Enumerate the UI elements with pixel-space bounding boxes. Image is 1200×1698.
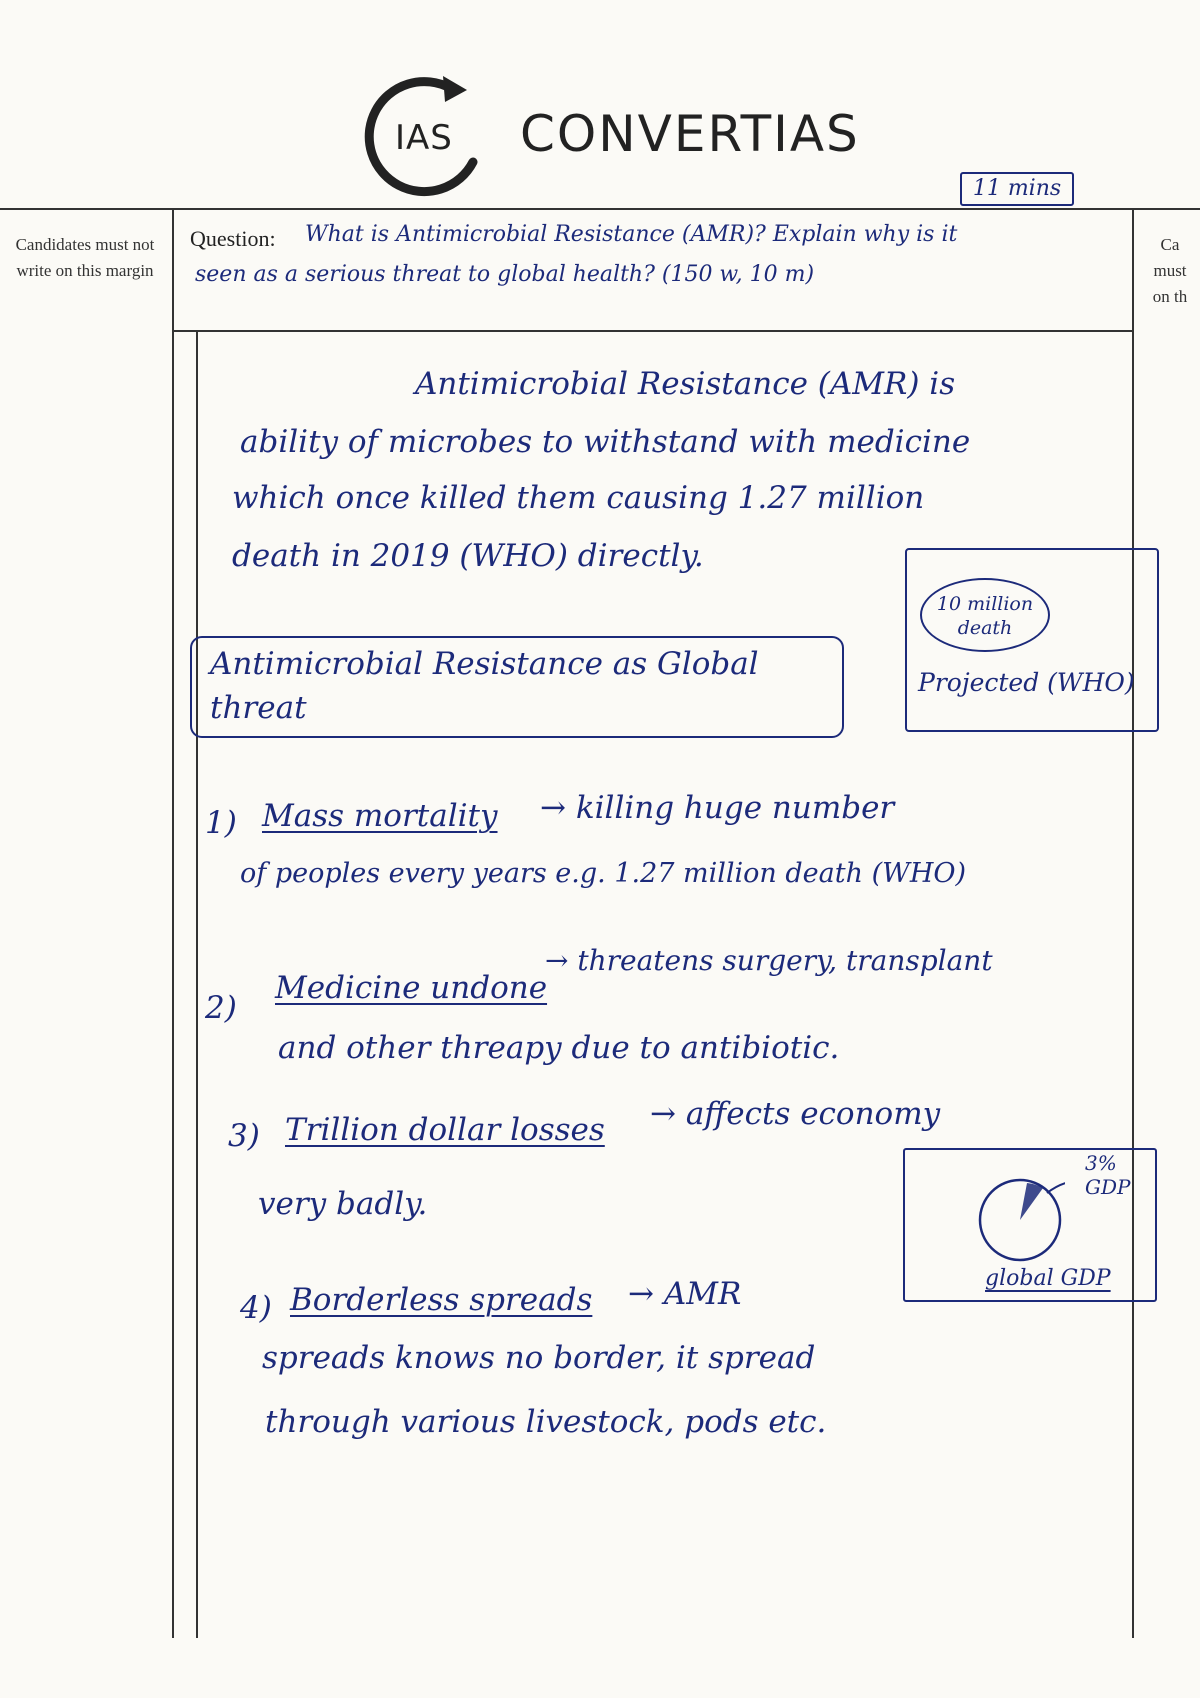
intro-line-3: which once killed them causing 1.27 million bbox=[232, 480, 925, 516]
gdp-caption: global GDP bbox=[985, 1266, 1111, 1291]
right-margin-line bbox=[1132, 208, 1134, 1638]
brand-name: CONVERTIAS bbox=[520, 105, 860, 163]
point-2-line-2: and other threapy due to antibiotic. bbox=[278, 1030, 840, 1066]
section-heading: Antimicrobial Resistance as Global threat bbox=[210, 646, 759, 726]
projection-oval: 10 million death bbox=[920, 578, 1050, 652]
time-note: 11 mins bbox=[960, 172, 1074, 206]
intro-line-1: Antimicrobial Resistance (AMR) is bbox=[415, 366, 956, 402]
gdp-pie-icon bbox=[975, 1175, 1065, 1265]
point-4-number: 4) bbox=[240, 1290, 272, 1326]
point-1-title: Mass mortality bbox=[262, 798, 498, 834]
left-margin-line bbox=[172, 208, 174, 1638]
point-1-line-2: of peoples every years e.g. 1.27 million death (WHO) bbox=[240, 858, 967, 889]
logo-ias-text: IAS bbox=[395, 118, 453, 158]
intro-line-2: ability of microbes to withstand with medicine bbox=[240, 424, 971, 460]
point-1-line-1: → killing huge number bbox=[540, 790, 895, 826]
top-rule bbox=[0, 208, 1200, 210]
point-3-number: 3) bbox=[228, 1118, 260, 1154]
point-4-line-3: through various livestock, pods etc. bbox=[265, 1404, 827, 1440]
question-line-2: seen as a serious threat to global health? (150 w, 10 m) bbox=[195, 262, 815, 287]
point-2-line-1: → threatens surgery, transplant bbox=[545, 944, 993, 977]
projection-caption: Projected (WHO) bbox=[918, 668, 1135, 697]
gdp-percent-label: GDP bbox=[1085, 1175, 1131, 1199]
question-label: Question: bbox=[190, 226, 276, 251]
point-4-line-2: spreads knows no border, it spread bbox=[262, 1340, 816, 1376]
point-4-line-1: → AMR bbox=[628, 1276, 742, 1312]
gdp-percent: 3% bbox=[1085, 1151, 1117, 1175]
right-margin-note: Ca must on th bbox=[1152, 235, 1188, 306]
question-line-1: What is Antimicrobial Resistance (AMR)? Explain why is it bbox=[305, 222, 958, 247]
point-4-title: Borderless spreads bbox=[290, 1282, 593, 1318]
point-2-number: 2) bbox=[205, 990, 237, 1026]
answer-area-line bbox=[196, 330, 198, 1638]
point-3-title: Trillion dollar losses bbox=[285, 1112, 605, 1148]
point-1-number: 1) bbox=[205, 805, 237, 841]
intro-line-4: death in 2019 (WHO) directly. bbox=[232, 538, 704, 574]
point-2-title: Medicine undone bbox=[275, 970, 548, 1006]
point-3-line-2: very badly. bbox=[258, 1186, 428, 1222]
question-rule bbox=[172, 330, 1132, 332]
left-margin-note: Candidates must not write on this margin bbox=[15, 235, 155, 280]
point-3-line-1: → affects economy bbox=[650, 1096, 941, 1132]
